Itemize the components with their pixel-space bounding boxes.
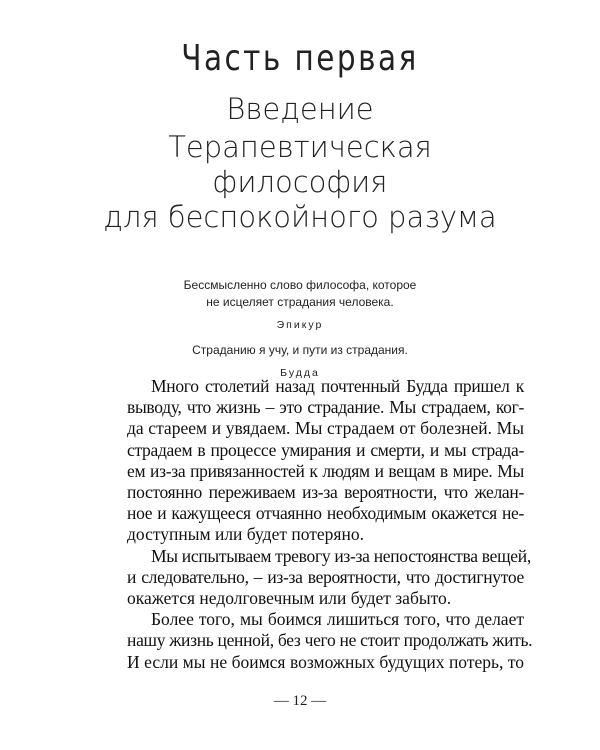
subtitle-line: философия — [212, 165, 388, 199]
epigraph-line: Бессмысленно слово философа, которое — [183, 278, 417, 292]
epigraph-author: Эпикур — [276, 319, 324, 331]
text-line: Более того, мы боимся лишиться того, что делает — [151, 609, 524, 630]
text-line: постоянно переживаем из-за вероятности, что желан- — [127, 482, 524, 503]
text-line: выводу, что жизнь – это страдание. Мы страдаем, ког- — [127, 397, 524, 418]
text-line: и следовательно, – из-за вероятности, что достигнутое — [127, 566, 524, 587]
section-title: Введение — [226, 92, 374, 126]
chapter-subtitle — [0, 130, 600, 235]
text-line: да стареем и увядаем. Мы страдаем от болезней. Мы — [127, 418, 524, 439]
epigraph-line: не исцеляет страдания человека. — [206, 295, 394, 309]
page-number: — 12 — — [273, 693, 327, 709]
text-line: страдаем в процессе умирания и смерти, и мы страда- — [127, 439, 524, 460]
text-line: Много столетий назад почтенный Будда пришел к — [151, 376, 524, 396]
text-line: ем из-за привязанностей к людям и вещам в мире. Мы — [127, 460, 524, 481]
subtitle-line: для беспокойного разума — [103, 200, 497, 234]
text-line: Мы испытываем тревогу из-за непостоянства вещей, — [151, 545, 531, 566]
epigraph-author: Будда — [280, 367, 320, 379]
part-title: Часть первая — [181, 38, 419, 79]
text-line: ное и кажущееся отчаянно необходимым окажется не- — [127, 503, 524, 524]
epigraph-epicurus — [0, 277, 600, 334]
text-line: окажется недолговечным или будет забыто. — [127, 588, 452, 609]
text-line: доступным или будет потеряно. — [127, 524, 364, 545]
subtitle-line: Терапевтическая — [168, 130, 432, 164]
text-line: нашу жизнь ценной, без чего не стоит продолжать жить. — [127, 630, 533, 651]
body-text — [127, 376, 533, 673]
text-line: И если мы не боимся возможных будущих потерь, то — [127, 651, 524, 672]
epigraph-line: Страданию я учу, и пути из страдания. — [192, 343, 408, 357]
